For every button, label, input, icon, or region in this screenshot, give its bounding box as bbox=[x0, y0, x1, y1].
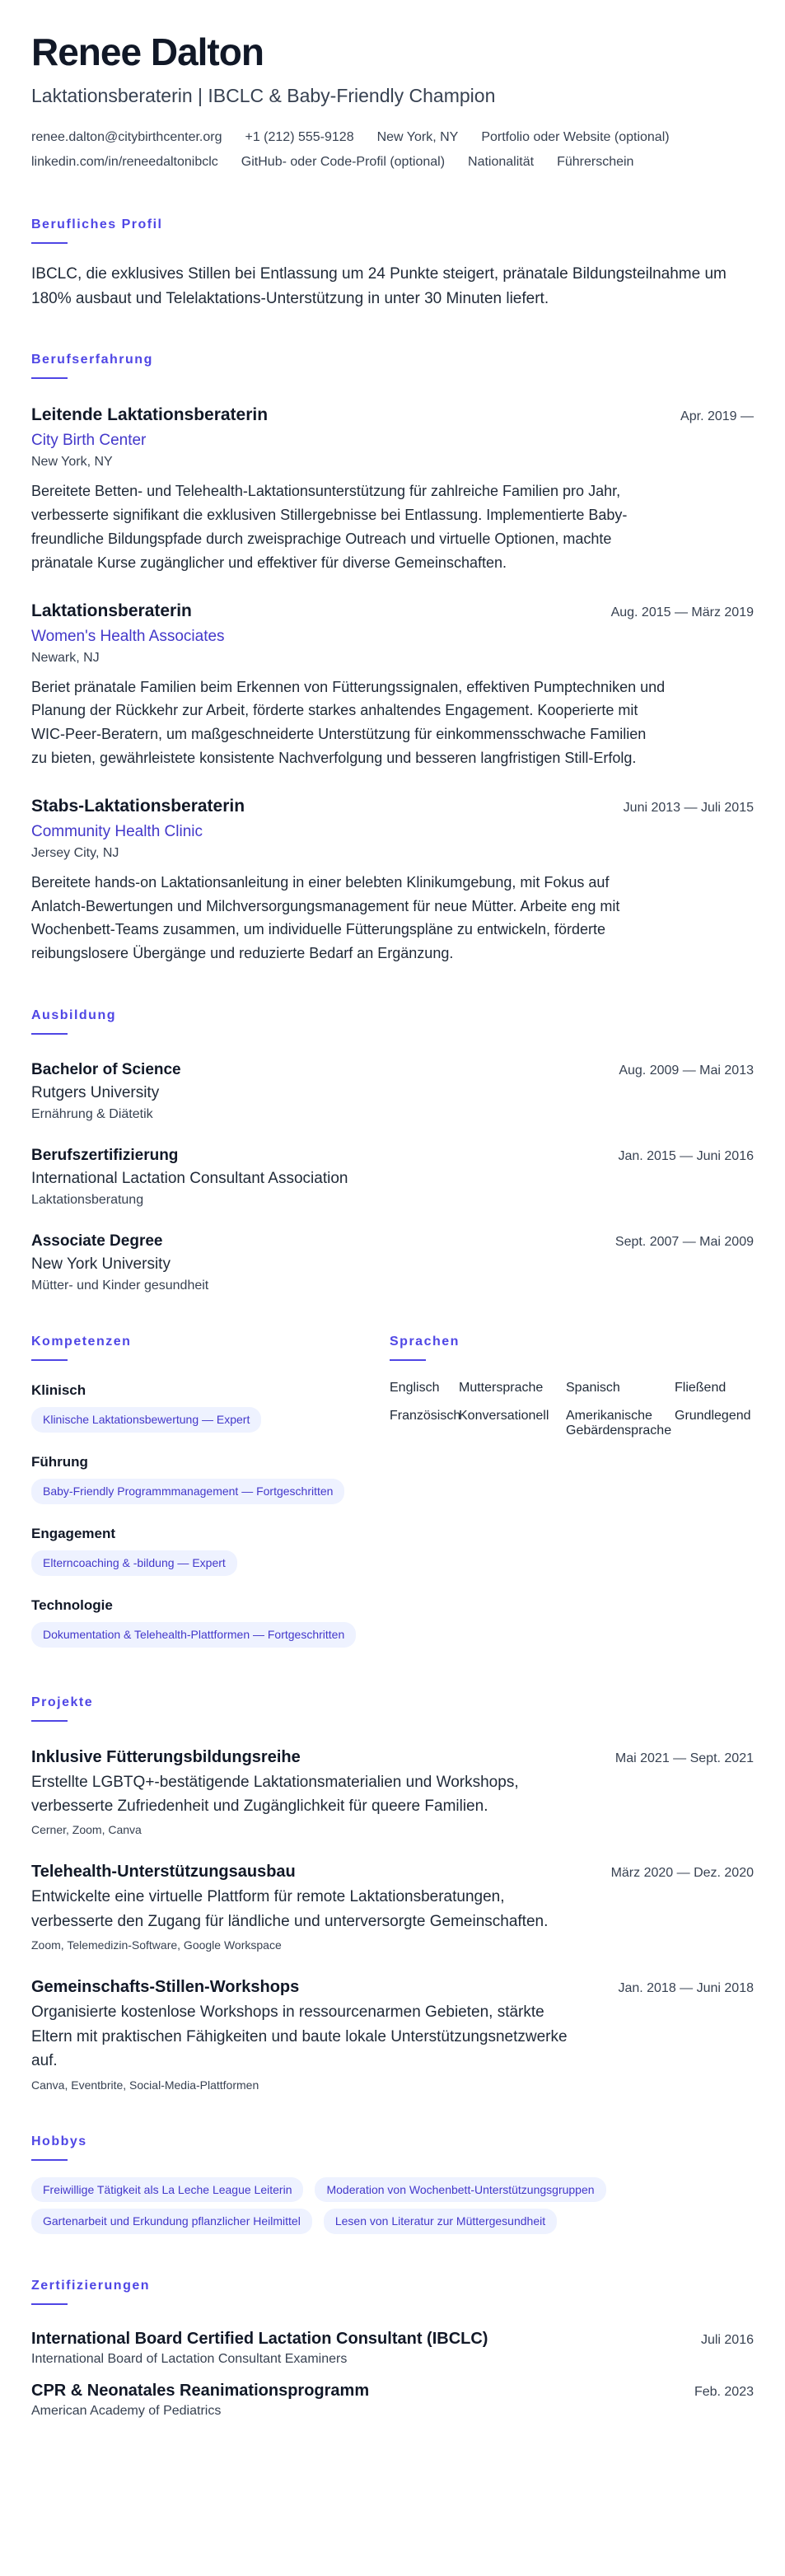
language-level: Grundlegend bbox=[675, 1408, 751, 1423]
section-rule bbox=[31, 377, 68, 379]
section-title-languages: Sprachen bbox=[390, 1334, 460, 1349]
education-degree: Berufszertifizierung bbox=[31, 1146, 179, 1164]
job-location: Newark, NJ bbox=[31, 650, 100, 665]
hobby-pill: Lesen von Literatur zur Müttergesundheit bbox=[324, 2209, 557, 2234]
skill-pill: Baby-Friendly Programmmanagement — Fortgeschritten bbox=[31, 1479, 344, 1504]
skill-group bbox=[31, 1454, 360, 1504]
skill-category: Führung bbox=[31, 1453, 88, 1470]
project-date: März 2020 — Dez. 2020 bbox=[610, 1866, 754, 1881]
job-date: Apr. 2019 — bbox=[680, 409, 754, 424]
skill-pill: Dokumentation & Telehealth-Plattformen — Fortgeschritten bbox=[31, 1622, 356, 1648]
job-date: Aug. 2015 — März 2019 bbox=[610, 605, 754, 619]
job-description: Bereitete Betten- und Telehealth-Laktationsunterstützung für zahlreiche Familien pro Jahr, verbesserte signifikant die exklusiven Stillergebnisse bei Entlassung. Implementierte Baby-freundliche Bildungspfade durch zweisprachige Outreach und virtuelle Optionen, machte pränatale Kurse zugänglicher und effektiver für diverse Gemeinschaften. bbox=[31, 483, 628, 571]
language-level: Konversationell bbox=[459, 1408, 549, 1423]
education-entry bbox=[31, 1147, 754, 1208]
section-title-experience: Berufserfahrung bbox=[31, 353, 153, 367]
project-description: Erstellte LGBTQ+-bestätigende Laktationsmaterialien und Workshops, verbesserte Zufriedenheit und Zugänglichkeit für queere Familien. bbox=[31, 1773, 519, 1815]
contact-nationality: Nationalität bbox=[468, 154, 535, 169]
contact-linkedin[interactable]: linkedin.com/in/reneedaltonibclc bbox=[31, 154, 218, 169]
skill-category: Klinisch bbox=[31, 1382, 86, 1398]
project-description: Organisierte kostenlose Workshops in ressourcenarmen Gebieten, stärkte Eltern mit praktischen Fähigkeiten und baute lokale Unterstützungsnetzwerke auf. bbox=[31, 2003, 568, 2070]
language-list bbox=[390, 1381, 754, 1438]
skill-category: Technologie bbox=[31, 1597, 113, 1613]
project-description: Entwickelte eine virtuelle Plattform für remote Laktationsberatungen, verbesserte den Zugang für ländliche und unterversorgte Gemeinschaften. bbox=[31, 1888, 549, 1930]
job-entry bbox=[31, 797, 754, 965]
education-field: Ernährung & Diätetik bbox=[31, 1106, 153, 1121]
section-title-education: Ausbildung bbox=[31, 1007, 116, 1022]
section-rule bbox=[31, 242, 68, 244]
skill-group bbox=[31, 1597, 360, 1648]
job-company: City Birth Center bbox=[31, 432, 147, 450]
project-entry bbox=[31, 1863, 754, 1952]
contact-email[interactable]: renee.dalton@citybirthcenter.org bbox=[31, 129, 222, 144]
contact-github[interactable]: GitHub- oder Code-Profil (optional) bbox=[241, 154, 446, 169]
job-description: Bereitete hands-on Laktationsanleitung in einer belebten Klinikumgebung, mit Fokus auf Anlatch-Bewertungen und Milchversorgungsmanagement für neue Mütter. Arbeite eng mit Wochenbett-Teams zusammen, um individuelle Fütterungspläne zu entwickeln, förderte reibungslosere Übergänge und reduzierte Bedarf an Ergänzung. bbox=[31, 873, 620, 962]
certification-entry bbox=[31, 2382, 754, 2419]
project-title: Telehealth-Unterstützungsausbau bbox=[31, 1863, 296, 1882]
education-degree: Bachelor of Science bbox=[31, 1060, 181, 1078]
project-entry bbox=[31, 1748, 754, 1837]
job-date: Juni 2013 — Juli 2015 bbox=[623, 800, 754, 815]
candidate-headline: Laktationsberaterin | IBCLC & Baby-Friendly Champion bbox=[31, 84, 496, 106]
education-institution: International Lactation Consultant Association bbox=[31, 1169, 348, 1187]
project-date: Jan. 2018 — Juni 2018 bbox=[618, 1981, 754, 1996]
skill-group bbox=[31, 1382, 360, 1433]
profile-summary: IBCLC, die exklusives Stillen bei Entlassung um 24 Punkte steigert, pränatale Bildungsteilnahme um 180% ausbaut und Telelaktations-Unterstützung in unter 30 Minuten liefert. bbox=[31, 264, 727, 307]
section-rule bbox=[31, 1720, 68, 1722]
candidate-name: Renee Dalton bbox=[31, 30, 264, 73]
contact-license: Führerschein bbox=[557, 154, 634, 169]
skills-languages-row bbox=[31, 1293, 754, 1648]
hobby-pill: Moderation von Wochenbett-Unterstützungsgruppen bbox=[315, 2177, 605, 2203]
skill-pill: Klinische Laktationsbewertung — Expert bbox=[31, 1407, 261, 1433]
job-location: New York, NY bbox=[31, 455, 113, 470]
job-entry bbox=[31, 405, 754, 574]
job-title: Leitende Laktationsberaterin bbox=[31, 405, 269, 425]
section-title-certifications: Zertifizierungen bbox=[31, 2279, 151, 2293]
certification-name: CPR & Neonatales Reanimationsprogramm bbox=[31, 2382, 370, 2401]
languages-column bbox=[390, 1293, 754, 1648]
section-rule bbox=[31, 2303, 68, 2305]
certification-issuer: American Academy of Pediatrics bbox=[31, 2404, 222, 2419]
project-tech: Cerner, Zoom, Canva bbox=[31, 1823, 142, 1837]
job-title: Stabs-Laktationsberaterin bbox=[31, 796, 245, 816]
certification-issuer: International Board of Lactation Consultant Examiners bbox=[31, 2352, 348, 2367]
education-date: Sept. 2007 — Mai 2009 bbox=[614, 1234, 754, 1249]
certification-date: Feb. 2023 bbox=[694, 2385, 754, 2400]
section-title-skills: Kompetenzen bbox=[31, 1334, 132, 1349]
hobby-pill: Gartenarbeit und Erkundung pflanzlicher Heilmittel bbox=[31, 2209, 312, 2234]
hobby-pill: Freiwillige Tätigkeit als La Leche League Leiterin bbox=[31, 2177, 303, 2203]
skills-column bbox=[31, 1293, 360, 1648]
skill-group bbox=[31, 1526, 360, 1576]
job-company: Community Health Clinic bbox=[31, 822, 203, 840]
language-name: Englisch bbox=[390, 1380, 440, 1395]
job-company: Women's Health Associates bbox=[31, 627, 225, 645]
project-tech: Canva, Eventbrite, Social-Media-Plattformen bbox=[31, 2078, 259, 2092]
certification-name: International Board Certified Lactation Consultant (IBCLC) bbox=[31, 2330, 488, 2349]
job-entry bbox=[31, 601, 754, 770]
contact-location: New York, NY bbox=[376, 129, 459, 144]
section-title-profile: Berufliches Profil bbox=[31, 217, 163, 231]
education-date: Jan. 2015 — Juni 2016 bbox=[618, 1148, 754, 1163]
education-institution: Rutgers University bbox=[31, 1083, 160, 1101]
skill-pill: Elterncoaching & -bildung — Expert bbox=[31, 1550, 237, 1576]
project-entry bbox=[31, 1978, 754, 2091]
job-title: Laktationsberaterin bbox=[31, 601, 192, 620]
language-name: Spanisch bbox=[566, 1380, 620, 1395]
education-date: Aug. 2009 — Mai 2013 bbox=[619, 1063, 754, 1078]
section-title-hobbies: Hobbys bbox=[31, 2134, 87, 2148]
section-rule bbox=[31, 1033, 68, 1035]
language-name: Amerikanische Gebärdensprache bbox=[566, 1408, 672, 1438]
certification-entry bbox=[31, 2330, 754, 2367]
section-rule bbox=[31, 2159, 68, 2161]
education-entry bbox=[31, 1061, 754, 1122]
contact-phone[interactable]: +1 (212) 555-9128 bbox=[245, 129, 354, 144]
section-title-projects: Projekte bbox=[31, 1695, 94, 1709]
skill-category: Engagement bbox=[31, 1525, 116, 1541]
project-date: Mai 2021 — Sept. 2021 bbox=[614, 1751, 754, 1765]
education-entry bbox=[31, 1232, 754, 1293]
certification-date: Juli 2016 bbox=[700, 2333, 754, 2348]
section-rule bbox=[31, 1359, 68, 1361]
language-level: Fließend bbox=[675, 1380, 727, 1395]
job-description: Beriet pränatale Familien beim Erkennen von Fütterungssignalen, effektiven Pumptechniken und Planung der Rückkehr zur Arbeit, förderte starkes anhaltendes Engagement. Kooperierte mit WIC-Peer-Beratern, um maßgeschneiderte Unterstützung für einkommensschwache Familien zu bieten, gewährleistete konsistente Nachverfolgung und besseren langfristigen Still-Erfolg. bbox=[31, 678, 666, 766]
contact-portfolio[interactable]: Portfolio oder Website (optional) bbox=[481, 129, 670, 144]
language-name: Französisch bbox=[390, 1408, 461, 1423]
hobby-list bbox=[31, 2177, 754, 2235]
education-institution: New York University bbox=[31, 1255, 171, 1273]
project-tech: Zoom, Telemedizin-Software, Google Workspace bbox=[31, 1938, 282, 1952]
section-rule bbox=[390, 1359, 426, 1361]
language-level: Muttersprache bbox=[459, 1380, 544, 1395]
job-location: Jersey City, NJ bbox=[31, 845, 119, 860]
project-title: Gemeinschafts-Stillen-Workshops bbox=[31, 1978, 300, 1997]
contact-list bbox=[31, 130, 754, 170]
education-field: Mütter- und Kinder gesundheit bbox=[31, 1278, 209, 1293]
education-degree: Associate Degree bbox=[31, 1232, 163, 1250]
project-title: Inklusive Fütterungsbildungsreihe bbox=[31, 1747, 301, 1766]
education-field: Laktationsberatung bbox=[31, 1192, 144, 1207]
